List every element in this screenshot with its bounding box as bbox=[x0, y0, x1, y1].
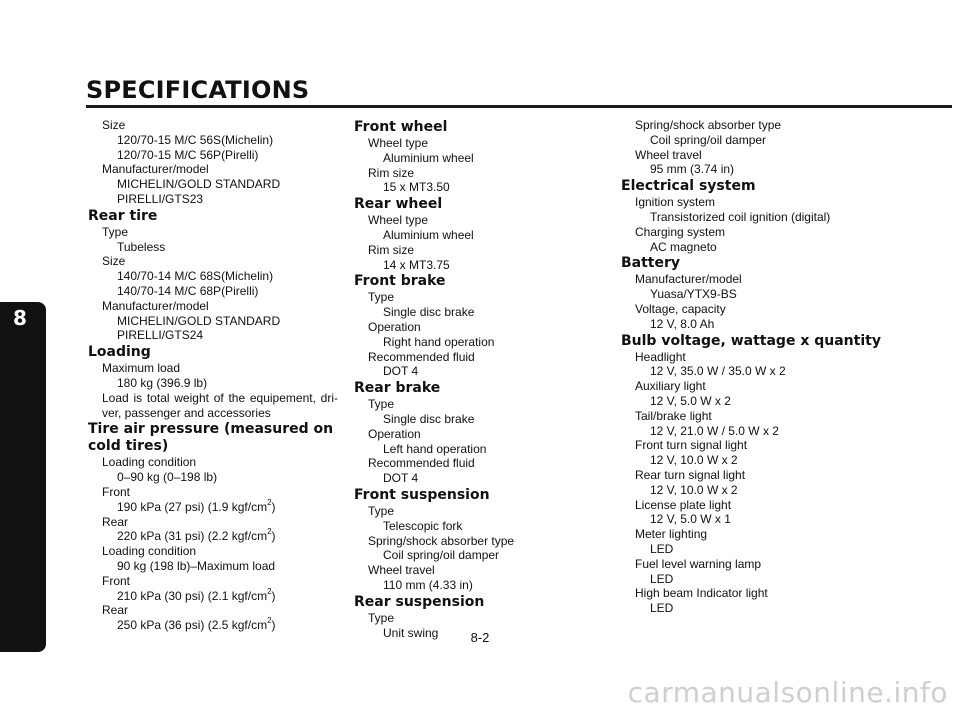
spec-label: Wheel type bbox=[368, 213, 429, 228]
spec-value: 12 V, 35.0 W / 35.0 W x 2 bbox=[650, 364, 786, 379]
spec-label: Tail/brake light bbox=[635, 408, 712, 423]
spec-label: Rim size bbox=[368, 165, 415, 180]
spec-value: MICHELIN/GOLD STANDARD bbox=[117, 177, 281, 192]
spec-value: 12 V, 5.0 W x 2 bbox=[650, 393, 731, 408]
spec-value: Coil spring/oil damper bbox=[383, 548, 500, 563]
pressure-text: 190 kPa (27 psi) (1.9 kgf/cm bbox=[117, 499, 268, 514]
column-1 bbox=[88, 118, 338, 633]
spec-label: Rear bbox=[102, 603, 129, 618]
spec-label: Fuel level warning lamp bbox=[635, 556, 762, 571]
spec-value: Aluminium wheel bbox=[383, 150, 474, 165]
spec-value: 180 kg (396.9 lb) bbox=[117, 375, 208, 390]
section-heading-front-brake: Front brake bbox=[354, 273, 446, 290]
section-heading-loading: Loading bbox=[88, 344, 151, 361]
spec-value: Telescopic fork bbox=[383, 518, 463, 533]
pressure-text: 210 kPa (30 psi) (2.1 kgf/cm bbox=[117, 588, 268, 603]
spec-value: 95 mm (3.74 in) bbox=[650, 162, 735, 177]
spec-label: Recommended fluid bbox=[368, 456, 475, 471]
spec-value: Transistorized coil ignition (digital) bbox=[650, 209, 831, 224]
load-note: Load is total weight of the equipement, dri-ver, passenger and accessories bbox=[102, 390, 338, 420]
spec-label: Front bbox=[102, 484, 131, 499]
spec-label: Type bbox=[368, 610, 395, 625]
spec-value: 120/70-15 M/C 56S(Michelin) bbox=[117, 132, 274, 147]
spec-label: Auxiliary light bbox=[635, 379, 706, 394]
spec-value: LED bbox=[650, 571, 674, 586]
spec-value: 12 V, 10.0 W x 2 bbox=[650, 482, 738, 497]
spec-label: License plate light bbox=[635, 497, 732, 512]
section-heading-rear-wheel: Rear wheel bbox=[354, 196, 443, 213]
superscript: 2 bbox=[267, 616, 272, 626]
spec-label: Size bbox=[102, 254, 126, 269]
spec-value: Single disc brake bbox=[383, 305, 475, 320]
section-heading-front-suspension: Front suspension bbox=[354, 486, 490, 503]
spec-label: Ignition system bbox=[635, 195, 716, 210]
spec-label: Spring/shock absorber type bbox=[368, 533, 515, 548]
section-heading-front-wheel: Front wheel bbox=[354, 119, 448, 135]
superscript: 2 bbox=[267, 497, 272, 507]
spec-label: Type bbox=[368, 290, 395, 305]
spec-value bbox=[88, 586, 338, 604]
spec-value: LED bbox=[650, 541, 674, 556]
spec-value: 15 x MT3.50 bbox=[383, 180, 450, 195]
spec-value: Tubeless bbox=[117, 239, 166, 254]
spec-label: Loading condition bbox=[102, 455, 197, 470]
watermark-text: carmanualsonline.info bbox=[627, 676, 948, 709]
spec-label: Type bbox=[368, 397, 395, 412]
section-heading-tire-pressure: Tire air pressure (measured on cold tires) bbox=[88, 421, 334, 455]
superscript: 2 bbox=[267, 586, 272, 596]
spec-label: Manufacturer/model bbox=[102, 298, 209, 313]
spec-label: Front turn signal light bbox=[635, 438, 748, 453]
spec-label: Meter lighting bbox=[635, 527, 708, 542]
chapter-tab-label: 8 bbox=[13, 306, 27, 330]
spec-value: DOT 4 bbox=[383, 471, 419, 486]
close-paren: ) bbox=[271, 618, 276, 633]
spec-value: Yuasa/YTX9-BS bbox=[650, 287, 737, 302]
spec-value: 12 V, 10.0 W x 2 bbox=[650, 453, 738, 468]
spec-label: Rear bbox=[102, 514, 129, 529]
close-paren: ) bbox=[271, 499, 276, 514]
spec-label: Loading condition bbox=[102, 544, 197, 559]
section-heading-battery: Battery bbox=[621, 255, 681, 272]
spec-label: Voltage, capacity bbox=[635, 301, 726, 316]
spec-label: Rear turn signal light bbox=[635, 467, 746, 482]
spec-value: LED bbox=[650, 601, 674, 616]
spec-label: Manufacturer/model bbox=[635, 272, 742, 287]
spec-value: Aluminium wheel bbox=[383, 227, 474, 242]
pressure-text: 220 kPa (31 psi) (2.2 kgf/cm bbox=[117, 529, 268, 544]
pressure-text: 250 kPa (36 psi) (2.5 kgf/cm bbox=[117, 618, 268, 633]
spec-label: High beam Indicator light bbox=[635, 586, 768, 601]
spec-label: Wheel travel bbox=[635, 147, 702, 162]
spec-label: Type bbox=[102, 224, 129, 239]
spec-value: PIRELLI/GTS23 bbox=[117, 191, 204, 206]
chapter-tab bbox=[0, 302, 46, 652]
spec-value: Single disc brake bbox=[383, 411, 475, 426]
spec-label: Front bbox=[102, 573, 131, 588]
spec-label: Rim size bbox=[368, 242, 415, 257]
spec-value: 12 V, 5.0 W x 1 bbox=[650, 512, 731, 527]
spec-value: 120/70-15 M/C 56P(Pirelli) bbox=[117, 147, 259, 162]
section-heading-bulbs: Bulb voltage, wattage x quantity bbox=[621, 332, 881, 349]
spec-label: Charging system bbox=[635, 224, 726, 239]
spec-value: AC magneto bbox=[650, 239, 717, 254]
section-heading-rear-suspension: Rear suspension bbox=[354, 593, 485, 610]
spec-value: MICHELIN/GOLD STANDARD bbox=[117, 313, 281, 328]
spec-label: Headlight bbox=[635, 349, 686, 364]
spec-label: Spring/shock absorber type bbox=[635, 118, 782, 132]
spec-value: 12 V, 21.0 W / 5.0 W x 2 bbox=[650, 423, 779, 438]
spec-label: Size bbox=[102, 118, 126, 132]
spec-label: Operation bbox=[368, 426, 421, 441]
spec-label: Wheel type bbox=[368, 136, 429, 150]
spec-value: 90 kg (198 lb)–Maximum load bbox=[117, 558, 276, 573]
section-heading-rear-brake: Rear brake bbox=[354, 380, 441, 397]
section-heading-electrical: Electrical system bbox=[621, 178, 756, 195]
superscript: 2 bbox=[267, 527, 272, 537]
title-divider bbox=[86, 105, 952, 108]
spec-value: DOT 4 bbox=[383, 364, 419, 379]
spec-value bbox=[88, 529, 338, 544]
spec-label: Manufacturer/model bbox=[102, 162, 209, 177]
spec-value: 12 V, 8.0 Ah bbox=[650, 316, 715, 331]
spec-value: 140/70-14 M/C 68S(Michelin) bbox=[117, 269, 274, 284]
spec-value: PIRELLI/GTS24 bbox=[117, 328, 204, 343]
section-heading-rear-tire: Rear tire bbox=[88, 207, 158, 224]
spec-value: Coil spring/oil damper bbox=[650, 132, 767, 147]
page-number: 8-2 bbox=[470, 630, 490, 645]
spec-value: Right hand operation bbox=[383, 334, 495, 349]
spec-label: Wheel travel bbox=[368, 563, 435, 578]
spec-value: Unit swing bbox=[383, 625, 439, 640]
spec-value: 14 x MT3.75 bbox=[383, 257, 450, 272]
spec-label: Maximum load bbox=[102, 361, 181, 376]
spec-value: 110 mm (4.33 in) bbox=[383, 577, 473, 592]
spec-label: Type bbox=[368, 503, 395, 518]
spec-value: Left hand operation bbox=[383, 441, 487, 456]
spec-label: Operation bbox=[368, 319, 421, 334]
column-2 bbox=[354, 118, 604, 640]
close-paren: ) bbox=[271, 529, 276, 544]
column-3 bbox=[621, 118, 881, 616]
close-paren: ) bbox=[271, 588, 276, 603]
spec-value bbox=[88, 497, 338, 515]
page-title: SPECIFICATIONS bbox=[86, 76, 310, 104]
spec-label: Recommended fluid bbox=[368, 349, 475, 364]
spec-value: 140/70-14 M/C 68P(Pirelli) bbox=[117, 283, 259, 298]
spec-value: 0–90 kg (0–198 lb) bbox=[117, 470, 218, 485]
